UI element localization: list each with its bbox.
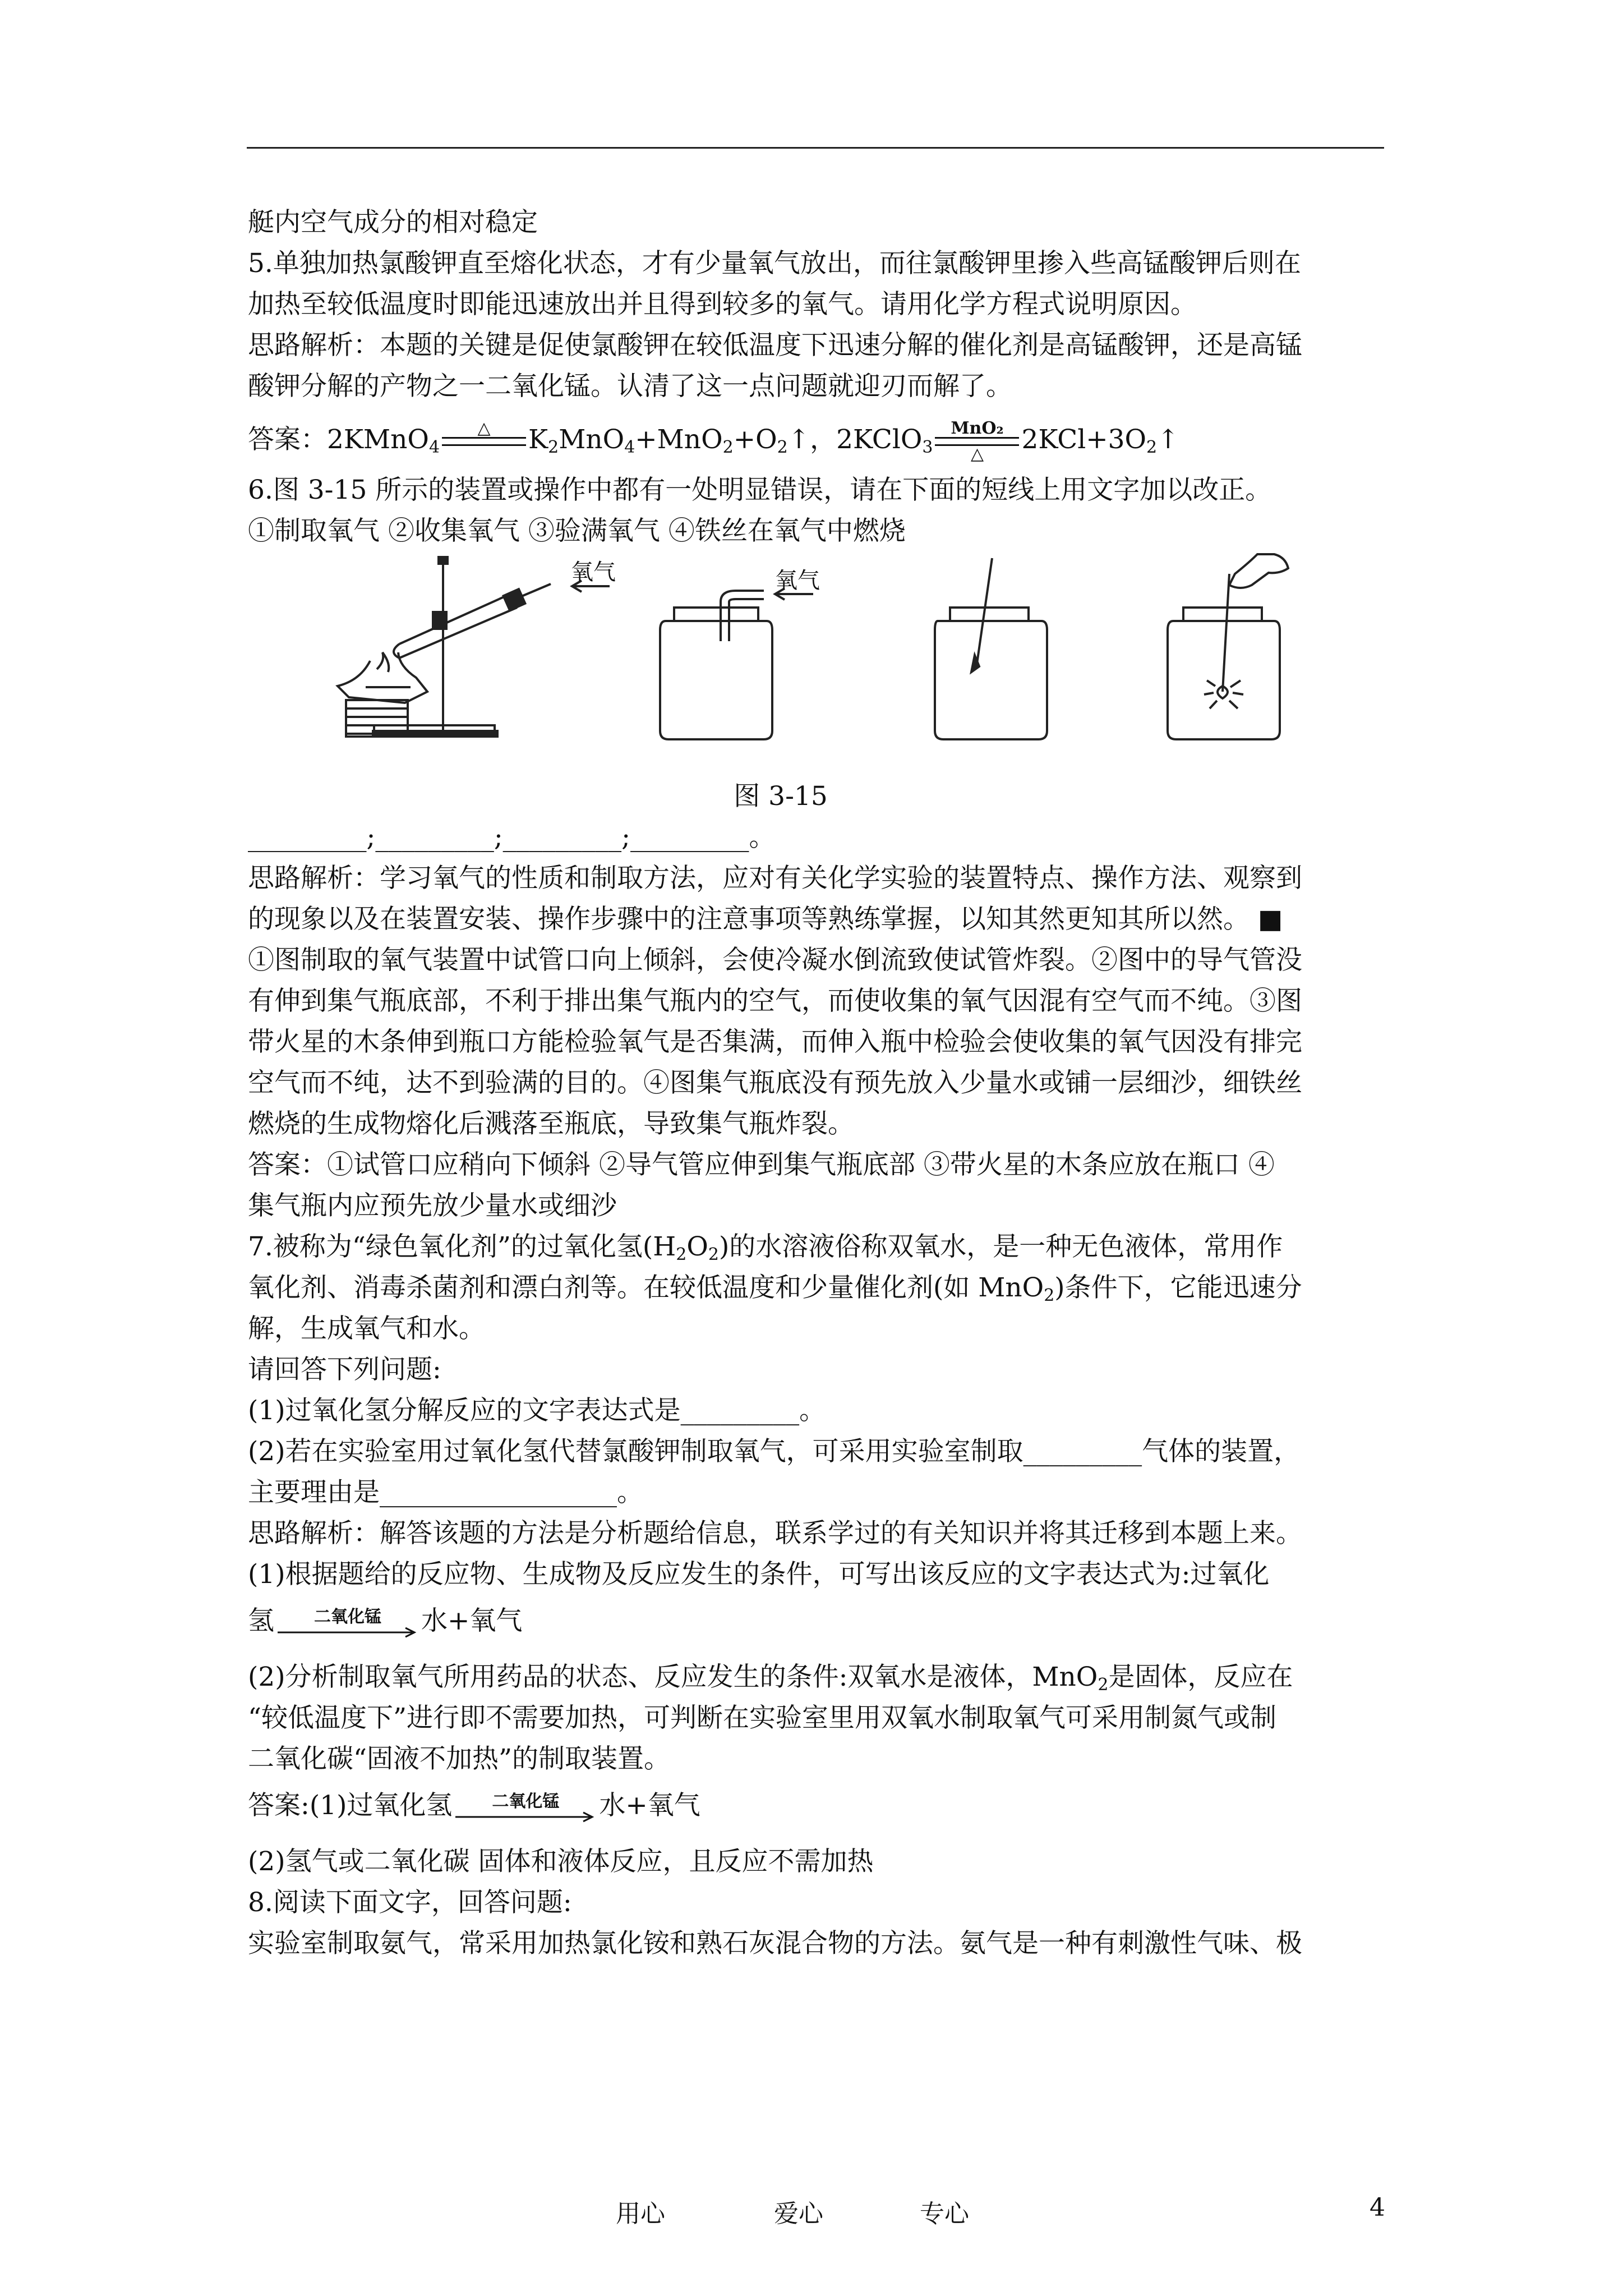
text-line: 带火星的木条伸到瓶口方能检验氧气是否集满，而伸入瓶中检验会使收集的氧气因没有排完 — [248, 1027, 1302, 1057]
answer-blanks: _________;_________;_________;_________。 — [248, 822, 776, 853]
text-line: ①制取氧气 ②收集氧气 ③验满氧气 ④铁丝在氧气中燃烧 — [248, 516, 906, 546]
document-body — [248, 202, 1426, 1964]
reaction-arrow: 二氧化锰 — [278, 1608, 418, 1638]
footer-word: 专心 — [920, 2200, 969, 2228]
text-line: 艇内空气成分的相对稳定 — [248, 207, 538, 238]
text-line: 6.图 3-15 所示的装置或操作中都有一处明显错误，请在下面的短线上用文字加以改正。 — [248, 475, 1272, 505]
figure-caption: 图 3-15 — [734, 781, 828, 812]
text-line: 有伸到集气瓶底部，不利于排出集气瓶内的空气，而使收集的氧气因混有空气而不纯。③图 — [248, 986, 1302, 1016]
iron-burning-apparatus — [1168, 554, 1288, 739]
catalyst-condition: MnO₂ △ — [935, 420, 1019, 463]
text-line: 主要理由是__________________。 — [248, 1477, 643, 1508]
text-line: (2)氢气或二氧化碳 固体和液体反应，且反应不需加热 — [248, 1846, 874, 1877]
reaction-arrow: 二氧化锰 — [455, 1792, 596, 1823]
oxygen-label: 氧气 — [775, 568, 820, 593]
text-line: 8.阅读下面文字，回答问题: — [248, 1887, 572, 1918]
figure-3-15 — [248, 551, 1426, 776]
footer-word: 爱心 — [774, 2200, 823, 2228]
text-line: 加热至较低温度时即能迅速放出并且得到较多的氧气。请用化学方程式说明原因。 — [248, 289, 1197, 320]
text-line: ①图制取的氧气装置中试管口向上倾斜，会使冷凝水倒流致使试管炸裂。②图中的导气管没 — [248, 945, 1302, 976]
reaction-condition: △ — [442, 420, 526, 463]
oxygen-label: 氧气 — [571, 559, 616, 585]
text-line: 酸钾分解的产物之一二氧化锰。认清了这一点问题就迎刃而解了。 — [248, 371, 1012, 402]
apparatus-drawing — [248, 551, 1426, 776]
hand-icon — [1229, 554, 1288, 588]
text-line: 答案：①试管口应稍向下倾斜 ②导气管应伸到集气瓶底部 ③带火星的木条应放在瓶口 ④ — [248, 1149, 1275, 1180]
page-number: 4 — [1370, 2193, 1385, 2222]
text-line: 思路解析：本题的关键是促使氯酸钾在较低温度下迅速分解的催化剂是高锰酸钾，还是高锰 — [248, 330, 1302, 361]
word-equation: 答案:(1)过氧化氢 二氧化锰 水+氧气 — [248, 1779, 1426, 1841]
text-line: (2)若在实验室用过氧化氢代替氯酸钾制取氧气，可采用实验室制取_________气体的装置， — [248, 1436, 1301, 1467]
text-line: (1)过氧化氢分解反应的文字表达式是_________。 — [248, 1395, 826, 1426]
equation-line: 答案：2KMnO$_4$ △ $K_2MnO_4+MnO_2+O_2↑$，2KClO$_3$ MnO₂ △ $2KCl+3O_2↑$ — [248, 418, 1179, 464]
text-line: (1)根据题给的反应物、生成物及反应发生的条件，可写出该反应的文字表达式为:过氧化 — [248, 1559, 1270, 1590]
text-line: 二氧化碳“固液不加热”的制取装置。 — [248, 1743, 671, 1774]
text-line: 请回答下列问题: — [248, 1354, 441, 1385]
test-full-apparatus — [935, 558, 1047, 739]
text-line: 解，生成氧气和水。 — [248, 1313, 485, 1344]
text-line: 的现象以及在装置安装、操作步骤中的注意事项等熟练掌握，以知其然更知其所以然。 ■ — [248, 904, 1283, 935]
footer-word: 用心 — [616, 2200, 665, 2228]
header-rule — [247, 147, 1384, 149]
text-line: 燃烧的生成物熔化后溅落至瓶底，导致集气瓶炸裂。 — [248, 1108, 854, 1139]
text-line: “较低温度下”进行即不需要加热，可判断在实验室里用双氧水制取氧气可采用制氮气或制 — [248, 1703, 1277, 1733]
text-line: 思路解析：学习氧气的性质和制取方法，应对有关化学实验的装置特点、操作方法、观察到 — [248, 863, 1302, 894]
text-line: 氧化剂、消毒杀菌剂和漂白剂等。在较低温度和少量催化剂(如 MnO$_2$)条件下，它能迅速分 — [248, 1272, 1302, 1305]
text-line: 5.单独加热氯酸钾直至熔化状态，才有少量氧气放出，而往氯酸钾里掺入些高锰酸钾后则在 — [248, 248, 1301, 279]
text-line: (2)分析制取氧气所用药品的状态、反应发生的条件:双氧水是液体，MnO$_2$是固体，反应在 — [248, 1662, 1293, 1695]
text-line: 集气瓶内应预先放少量水或细沙 — [248, 1190, 617, 1221]
heating-apparatus — [338, 557, 610, 737]
text-line: 空气而不纯，达不到验满的目的。④图集气瓶底没有预先放入少量水或铺一层细沙，细铁丝 — [248, 1068, 1302, 1098]
text-line: 实验室制取氨气，常采用加热氯化铵和熟石灰混合物的方法。氨气是一种有刺激性气味、极 — [248, 1928, 1302, 1959]
collecting-apparatus — [660, 588, 813, 739]
text-line: 7.被称为“绿色氧化剂”的过氧化氢$(H_2O_2)$的水溶液俗称双氧水，是一种无色液体，常用作 — [248, 1231, 1283, 1264]
text-line: 思路解析：解答该题的方法是分析题给信息，联系学过的有关知识并将其迁移到本题上来。 — [248, 1518, 1302, 1549]
word-equation: 氢 二氧化锰 水+氧气 — [248, 1595, 1426, 1657]
